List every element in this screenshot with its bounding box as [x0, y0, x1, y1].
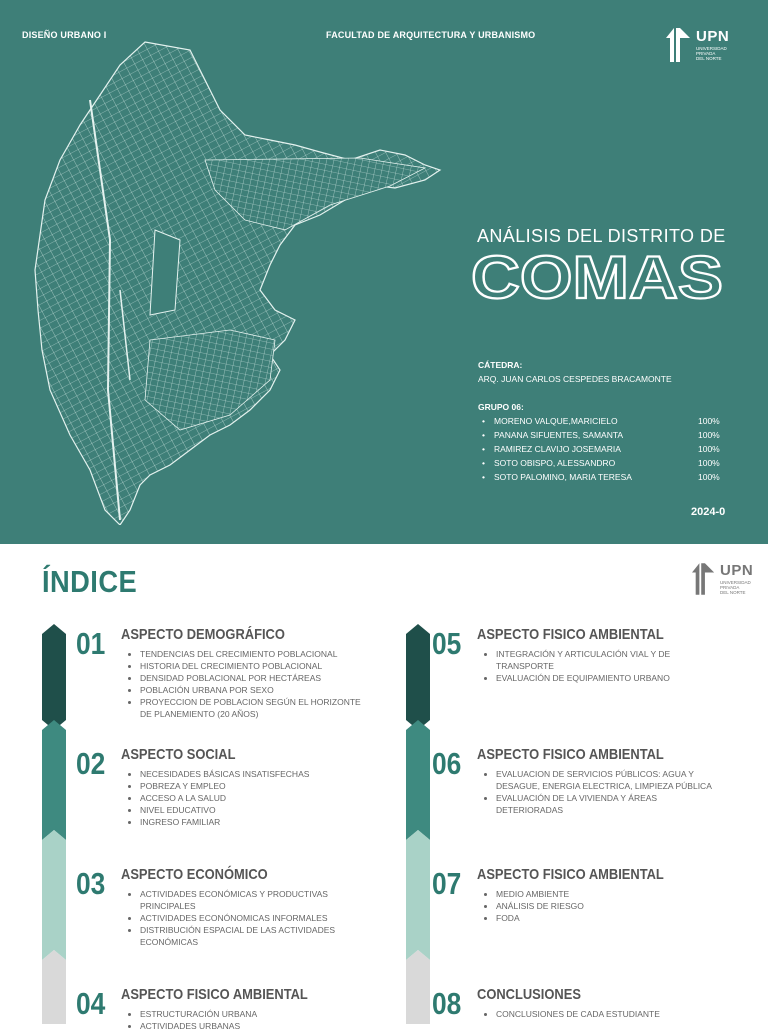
logo-name: UPN	[720, 562, 754, 579]
upn-arrow-icon	[666, 28, 692, 62]
index-bar-right	[406, 624, 430, 1024]
section-number: 05	[432, 626, 462, 661]
section-title: ASPECTO FISICO AMBIENTAL	[477, 866, 664, 883]
section-item: • ESTRUCTURACIÓN URBANA	[140, 1008, 370, 1020]
upn-logo-small	[692, 562, 753, 596]
group-label: GRUPO 06:	[478, 402, 524, 412]
cover-title	[469, 238, 729, 308]
section-number: 08	[432, 986, 462, 1021]
logo-line: DEL NORTE	[696, 56, 722, 61]
section-item: • POBLACIÓN URBANA POR SEXO	[140, 684, 370, 696]
section-item: • FODA	[496, 912, 726, 924]
section-title: ASPECTO DEMOGRÁFICO	[121, 626, 285, 643]
catedra-value: ARQ. JUAN CARLOS CESPEDES BRACAMONTE	[478, 374, 672, 384]
section-item: • EVALUACION DE SERVICIOS PÚBLICOS: AGUA Y DESAGUE, ENERGIA ELECTRICA, LIMPIEZA PÚBLICA	[496, 768, 726, 792]
cover-subtitle: ANÁLISIS DEL DISTRITO DE	[477, 226, 726, 246]
members-list	[478, 414, 738, 484]
member-percent: 100%	[698, 430, 720, 440]
section-items	[122, 888, 370, 948]
index-bar-left	[42, 624, 66, 1024]
faculty-label: FACULTAD DE ARQUITECTURA Y URBANISMO	[326, 30, 536, 40]
section-items	[122, 648, 370, 720]
section-item: • POBREZA Y EMPLEO	[140, 780, 370, 792]
section-number: 07	[432, 866, 462, 901]
section-item: • PROYECCION DE POBLACION SEGÚN EL HORIZONTE DE PLANEMIENTO (20 AÑOS)	[140, 696, 370, 720]
section-item: • DENSIDAD POBLACIONAL POR HECTÁREAS	[140, 672, 370, 684]
section-title: CONCLUSIONES	[477, 986, 581, 1003]
logo-name: UPN	[696, 28, 730, 45]
member-name: PANANA SIFUENTES, SAMANTA	[494, 430, 624, 440]
member-percent: 100%	[698, 472, 720, 482]
section-item: • NECESIDADES BÁSICAS INSATISFECHAS	[140, 768, 370, 780]
section-items	[478, 888, 726, 924]
comas-district-map	[30, 40, 450, 525]
section-item: • INGRESO FAMILIAR	[140, 816, 370, 828]
section-item: • CONCLUSIONES DE CADA ESTUDIANTE	[496, 1008, 726, 1020]
member-name: SOTO OBISPO, ALESSANDRO	[494, 458, 616, 468]
cover-title-text: COMAS	[471, 244, 723, 308]
upn-arrow-icon	[692, 562, 716, 596]
logo-line: UNIVERSIDAD	[696, 46, 727, 51]
section-item: • ANÁLISIS DE RIESGO	[496, 900, 726, 912]
section-title: ASPECTO ECONÓMICO	[121, 866, 268, 883]
member-name: MORENO VALQUE,MARICIELO	[494, 416, 618, 426]
section-title: ASPECTO SOCIAL	[121, 746, 236, 763]
logo-line: PRIVADA	[696, 51, 716, 56]
index-slide	[0, 544, 768, 1031]
member-row: • SOTO OBISPO, ALESSANDRO 100%	[478, 456, 738, 470]
section-item: • HISTORIA DEL CRECIMIENTO POBLACIONAL	[140, 660, 370, 672]
member-row: • SOTO PALOMINO, MARIA TERESA 100%	[478, 470, 738, 484]
index-title: ÍNDICE	[42, 564, 138, 599]
section-items	[478, 768, 726, 816]
section-number: 04	[76, 986, 106, 1021]
section-number: 06	[432, 746, 462, 781]
section-item: • DISTRIBUCIÓN ESPACIAL DE LAS ACTIVIDADES ECONÓMICAS	[140, 924, 370, 948]
section-item: • NIVEL EDUCATIVO	[140, 804, 370, 816]
course-label: DISEÑO URBANO I	[22, 30, 107, 40]
member-row: • RAMIREZ CLAVIJO JOSEMARIA 100%	[478, 442, 738, 456]
section-items	[478, 648, 726, 684]
section-items	[478, 1008, 726, 1020]
upn-logo	[666, 28, 729, 62]
member-percent: 100%	[698, 444, 720, 454]
section-number: 02	[76, 746, 106, 781]
section-item: • ACTIVIDADES ECONÓNOMICAS INFORMALES	[140, 912, 370, 924]
section-number: 03	[76, 866, 106, 901]
logo-line: DEL NORTE	[720, 590, 746, 595]
member-percent: 100%	[698, 416, 720, 426]
section-item: • EVALUACIÓN DE EQUIPAMIENTO URBANO	[496, 672, 726, 684]
section-number: 01	[76, 626, 106, 661]
section-item: • ACCESO A LA SALUD	[140, 792, 370, 804]
logo-line: UNIVERSIDAD	[720, 580, 751, 585]
section-item: • INTEGRACIÓN Y ARTICULACIÓN VIAL Y DE TRANSPORTE	[496, 648, 726, 672]
member-row: • PANANA SIFUENTES, SAMANTA 100%	[478, 428, 738, 442]
section-title: ASPECTO FISICO AMBIENTAL	[477, 746, 664, 763]
member-name: RAMIREZ CLAVIJO JOSEMARIA	[494, 444, 621, 454]
section-title: ASPECTO FISICO AMBIENTAL	[121, 986, 308, 1003]
section-item: • MEDIO AMBIENTE	[496, 888, 726, 900]
member-row: • MORENO VALQUE,MARICIELO 100%	[478, 414, 738, 428]
member-name: SOTO PALOMINO, MARIA TERESA	[494, 472, 632, 482]
member-percent: 100%	[698, 458, 720, 468]
section-item: • EVALUACIÓN DE LA VIVIENDA Y ÁREAS DETERIORADAS	[496, 792, 726, 816]
section-item: • TENDENCIAS DEL CRECIMIENTO POBLACIONAL	[140, 648, 370, 660]
section-items	[122, 768, 370, 828]
section-items	[122, 1008, 370, 1032]
section-title: ASPECTO FISICO AMBIENTAL	[477, 626, 664, 643]
logo-line: PRIVADA	[720, 585, 740, 590]
catedra-label: CÁTEDRA:	[478, 360, 523, 370]
section-item: • ACTIVIDADES URBANAS	[140, 1020, 370, 1032]
section-item: • ACTIVIDADES ECONÓMICAS Y PRODUCTIVAS PRINCIPALES	[140, 888, 370, 912]
year-label: 2024-0	[691, 506, 726, 518]
